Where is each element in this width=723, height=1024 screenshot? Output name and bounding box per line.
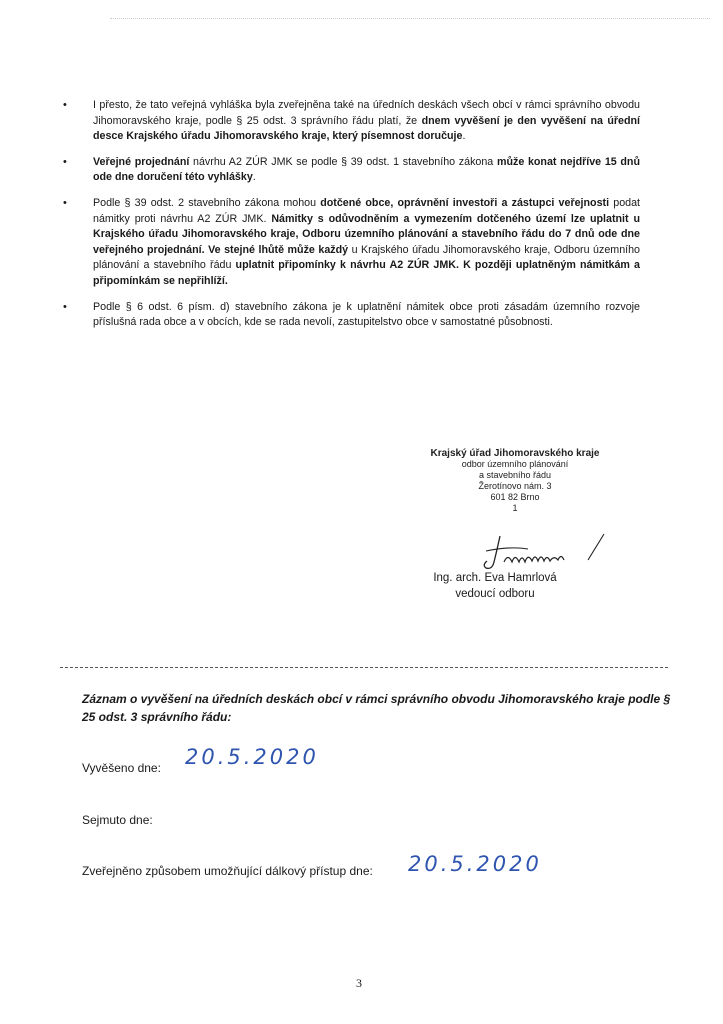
bullet-text-segment: uplatnit připomínky k návrhu A2 ZÚR JMK. K později uplatněným námitkám a připomínkám se nepřihlíží. [93, 259, 640, 287]
dashed-divider [60, 667, 668, 668]
bullet-text-segment: Veřejné projednání [93, 155, 190, 168]
stamp-line: 1 [512, 503, 518, 513]
bullet-text-segment: podat námitky proti návrhu A2 ZÚR JMK. [93, 196, 640, 225]
removed-label: Sejmuto dne: [82, 813, 153, 827]
bullet-text-segment: I přesto, že tato veřejná vyhláška byla zveřejněna také na úředních deskách všech obcí v rámci správního obvodu Jihomoravského kraje, podle § 25 odst. 3 správního řádu platí, že [93, 99, 640, 127]
bullet-text-segment: Námitky s odůvodněním a vymezením dotčeného území lze uplatnit u Krajského úřadu Jihomoravského kraje, Odboru územního plánování a stavebního řádu do 7 dnů ode dne veřejného projednání. Ve stejné lhůtě může každý [93, 212, 640, 256]
stamp-line: Žerotínovo nám. 3 [478, 481, 552, 491]
remote-date: 20.5.2020 [408, 852, 542, 876]
remote-label: Zveřejněno způsobem umožňující dálkový přístup dne: [82, 864, 373, 878]
bullet-text-segment: může konat nejdříve 15 dnů ode dne doručení této vyhlášky [93, 155, 640, 184]
bullet-dot-icon: • [63, 99, 67, 111]
posted-label: Vyvěšeno dne: [82, 761, 161, 775]
bullet-text-segment: Podle § 39 odst. 2 stavebního zákona mohou [93, 196, 321, 209]
bullet-item [60, 155, 640, 186]
top-divider [110, 18, 710, 19]
bullet-text-segment: dnem vyvěšení je den vyvěšení na úřední desce Krajského úřadu Jihomoravského kraje, který písemnost doručuje [93, 114, 641, 143]
bullet-dot-icon: • [63, 155, 67, 168]
signer-name: Ing. arch. Eva Hamrlová [433, 572, 557, 584]
bullet-item [60, 300, 640, 331]
bullet-dot-icon: • [63, 300, 67, 313]
posted-date: 20.5.2020 [185, 745, 319, 769]
record-heading: Záznam o vyvěšení na úředních deskách obcí v rámci správního obvodu Jihomoravského kraje podle § 25 odst. 3 správního řádu: [82, 692, 671, 724]
signer-role: vedoucí odboru [455, 588, 535, 600]
stamp-title: Krajský úřad Jihomoravského kraje [430, 448, 600, 459]
bullet-text-segment: dotčené obce, oprávnění investoři a zástupci veřejnosti [320, 196, 610, 209]
office-stamp [400, 448, 630, 514]
bullet-item [60, 98, 640, 145]
bullet-text-segment: . [252, 171, 256, 184]
bullet-text-segment: Podle § 6 odst. 6 písm. d) stavebního zákona je k uplatnění námitek obce proti zásadám územního rozvoje příslušná rada obce a v obcích, kde se rada nevolí, zastupitelstvo obce v samostatné působnosti. [93, 300, 640, 329]
stamp-line: a stavebního řádu [478, 470, 552, 480]
bullet-dot-icon: • [63, 196, 67, 209]
bullet-text-segment: u Krajského úřadu Jihomoravského kraje, Odboru územního plánování a stavebního řádu [93, 243, 640, 272]
page-number: 3 [356, 976, 362, 990]
stamp-line: odbor územního plánování [461, 459, 569, 469]
bullet-list [60, 98, 640, 341]
bullet-text-segment: návrhu A2 ZÚR JMK se podle § 39 odst. 1 stavebního zákona [189, 155, 497, 168]
bullet-text-segment: . [462, 130, 466, 143]
bullet-item [60, 196, 640, 290]
stamp-line: 601 82 Brno [490, 492, 540, 502]
signer-block [400, 570, 590, 602]
